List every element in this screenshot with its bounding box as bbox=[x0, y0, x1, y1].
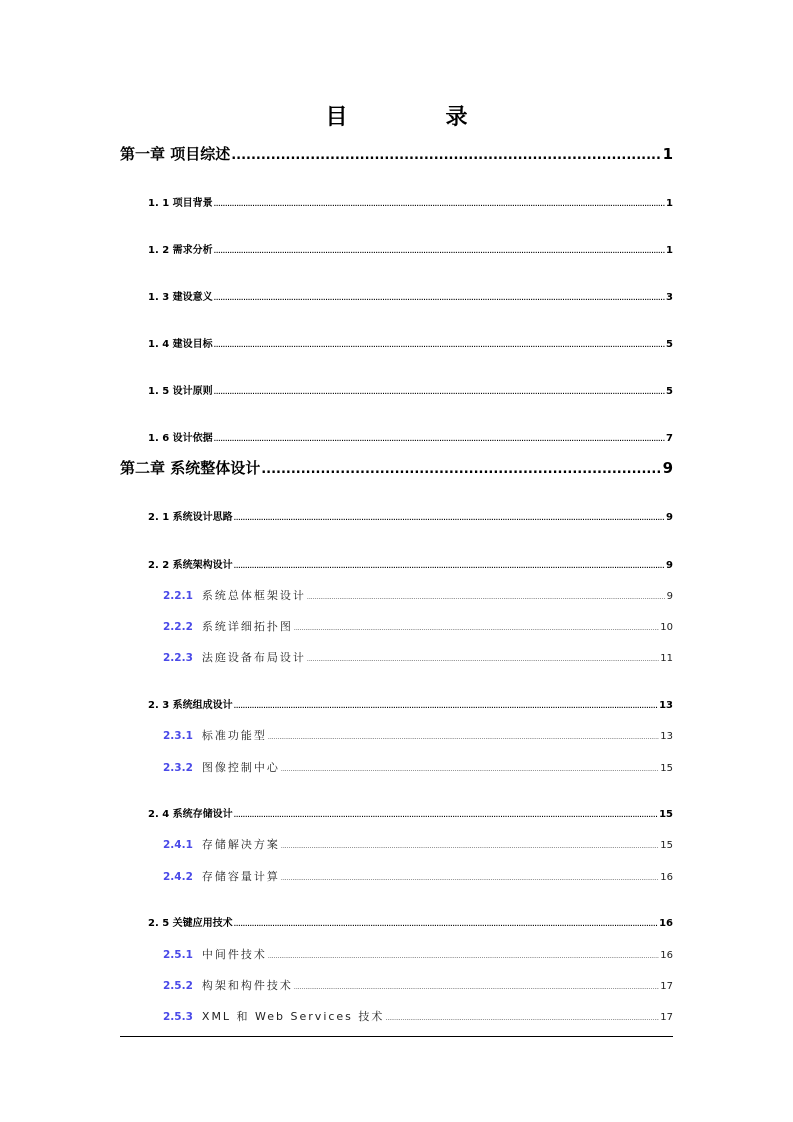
dot-leader bbox=[214, 342, 665, 349]
toc-page-number: 3 bbox=[666, 292, 673, 303]
toc-entry-number: 2.3.2 bbox=[163, 762, 193, 774]
toc-page-number: 16 bbox=[660, 950, 673, 961]
toc-page-number: 9 bbox=[666, 560, 673, 571]
dot-leader bbox=[268, 953, 659, 960]
toc-page-number: 1 bbox=[666, 198, 673, 209]
toc-entry-number: 2.4.2 bbox=[163, 871, 193, 883]
toc-entry-chapter[interactable] bbox=[120, 457, 673, 478]
toc-entry-label: 2. 3 系统组成设计 bbox=[148, 700, 233, 711]
toc-page-number: 10 bbox=[660, 622, 673, 633]
toc-entry-sub[interactable] bbox=[163, 1008, 673, 1024]
toc-entry-number: 2.2.2 bbox=[163, 621, 193, 633]
toc-entry-sub[interactable] bbox=[163, 868, 673, 884]
toc-page-number: 5 bbox=[666, 339, 673, 350]
toc-page-number: 9 bbox=[666, 591, 673, 602]
toc-entry-label: 1. 1 项目背景 bbox=[148, 198, 213, 209]
toc-entry-sub[interactable] bbox=[163, 727, 673, 743]
dot-leader bbox=[214, 389, 665, 396]
toc-entry-number: 2.5.3 bbox=[163, 1011, 193, 1023]
toc-entry-label: 1. 4 建设目标 bbox=[148, 339, 213, 350]
toc-page-number: 7 bbox=[666, 433, 673, 444]
toc-entry-label: 构架和构件技术 bbox=[201, 979, 293, 992]
toc-entry-sub[interactable] bbox=[163, 759, 673, 775]
dot-leader bbox=[214, 201, 665, 208]
toc-entry-sub[interactable] bbox=[163, 649, 673, 665]
toc-entry-label: 1. 3 建设意义 bbox=[148, 292, 213, 303]
toc-page-number: 15 bbox=[659, 809, 673, 820]
toc-entry-number: 2.5.1 bbox=[163, 949, 193, 961]
toc-page-number: 17 bbox=[660, 981, 673, 992]
dot-leader bbox=[234, 812, 658, 819]
toc-entry-section[interactable] bbox=[148, 382, 673, 397]
dot-leader bbox=[385, 1015, 659, 1022]
dot-leader bbox=[281, 766, 659, 773]
toc-entry-number: 2.2.1 bbox=[163, 590, 193, 602]
dot-leader bbox=[294, 984, 659, 991]
dot-leader bbox=[281, 875, 659, 882]
dot-leader bbox=[214, 248, 665, 255]
toc-entry-label: 存储解决方案 bbox=[201, 838, 280, 851]
toc-entry-label: 存储容量计算 bbox=[201, 870, 280, 883]
toc-entry-section[interactable] bbox=[148, 335, 673, 350]
dot-leader bbox=[234, 563, 665, 570]
toc-entry-number: 2.2.3 bbox=[163, 652, 193, 664]
dot-leader bbox=[261, 462, 661, 477]
toc-entry-label: 2. 2 系统架构设计 bbox=[148, 560, 233, 571]
toc-page-number: 13 bbox=[659, 700, 673, 711]
toc-page-number: 16 bbox=[660, 872, 673, 883]
toc-entry-section[interactable] bbox=[148, 194, 673, 209]
toc-entry-label: 标准功能型 bbox=[201, 729, 267, 742]
toc-entry-label: 第二章 系统整体设计 bbox=[120, 459, 261, 477]
toc-entry-label: 1. 2 需求分析 bbox=[148, 245, 213, 256]
toc-entry-label: 第一章 项目综述 bbox=[120, 145, 231, 163]
toc-entry-number: 2.3.1 bbox=[163, 730, 193, 742]
dot-leader bbox=[268, 734, 659, 741]
toc-page-number: 1 bbox=[662, 145, 673, 163]
toc-page-number: 15 bbox=[660, 763, 673, 774]
toc-entry-sub[interactable] bbox=[163, 618, 673, 634]
toc-page-number: 13 bbox=[660, 731, 673, 742]
toc-entry-sub[interactable] bbox=[163, 587, 673, 603]
toc-entry-label: 2. 4 系统存储设计 bbox=[148, 809, 233, 820]
toc-entry-section[interactable] bbox=[148, 556, 673, 571]
toc-entry-chapter[interactable] bbox=[120, 143, 673, 164]
dot-leader bbox=[307, 656, 659, 663]
toc-entry-number: 2.5.2 bbox=[163, 980, 193, 992]
dot-leader bbox=[307, 594, 666, 601]
dot-leader bbox=[234, 921, 658, 928]
dot-leader bbox=[214, 295, 665, 302]
toc-page-number: 15 bbox=[660, 840, 673, 851]
footer-divider bbox=[120, 1036, 673, 1037]
toc-entry-label: 2. 1 系统设计思路 bbox=[148, 512, 233, 523]
toc-entry-label: 中间件技术 bbox=[201, 948, 267, 961]
toc-entry-label: 系统详细拓扑图 bbox=[201, 620, 293, 633]
toc-entry-section[interactable] bbox=[148, 241, 673, 256]
dot-leader bbox=[231, 148, 661, 163]
toc-entry-sub[interactable] bbox=[163, 977, 673, 993]
toc-entry-label: 2. 5 关键应用技术 bbox=[148, 918, 233, 929]
toc-title: 目 录 bbox=[325, 105, 506, 130]
dot-leader bbox=[281, 843, 659, 850]
toc-page-number: 17 bbox=[660, 1012, 673, 1023]
toc-entry-label: 图像控制中心 bbox=[201, 761, 280, 774]
toc-entry-section[interactable] bbox=[148, 914, 673, 929]
toc-entry-section[interactable] bbox=[148, 508, 673, 523]
toc-page-number: 9 bbox=[666, 512, 673, 523]
toc-entry-section[interactable] bbox=[148, 429, 673, 444]
dot-leader bbox=[294, 625, 659, 632]
toc-entry-label: 系统总体框架设计 bbox=[201, 589, 306, 602]
toc-entry-label: XML 和 Web Services 技术 bbox=[201, 1010, 385, 1023]
dot-leader bbox=[234, 703, 658, 710]
toc-page-number: 1 bbox=[666, 245, 673, 256]
toc-entry-section[interactable] bbox=[148, 288, 673, 303]
toc-entry-section[interactable] bbox=[148, 805, 673, 820]
toc-page-number: 11 bbox=[660, 653, 673, 664]
toc-entry-sub[interactable] bbox=[163, 836, 673, 852]
toc-page-number: 16 bbox=[659, 918, 673, 929]
toc-entry-label: 法庭设备布局设计 bbox=[201, 651, 306, 664]
toc-entry-section[interactable] bbox=[148, 696, 673, 711]
toc-entry-label: 1. 5 设计原则 bbox=[148, 386, 213, 397]
toc-page-number: 9 bbox=[662, 459, 673, 477]
toc-entry-number: 2.4.1 bbox=[163, 839, 193, 851]
dot-leader bbox=[234, 515, 665, 522]
dot-leader bbox=[214, 436, 665, 443]
toc-page-number: 5 bbox=[666, 386, 673, 397]
toc-entry-label: 1. 6 设计依据 bbox=[148, 433, 213, 444]
toc-entry-sub[interactable] bbox=[163, 946, 673, 962]
